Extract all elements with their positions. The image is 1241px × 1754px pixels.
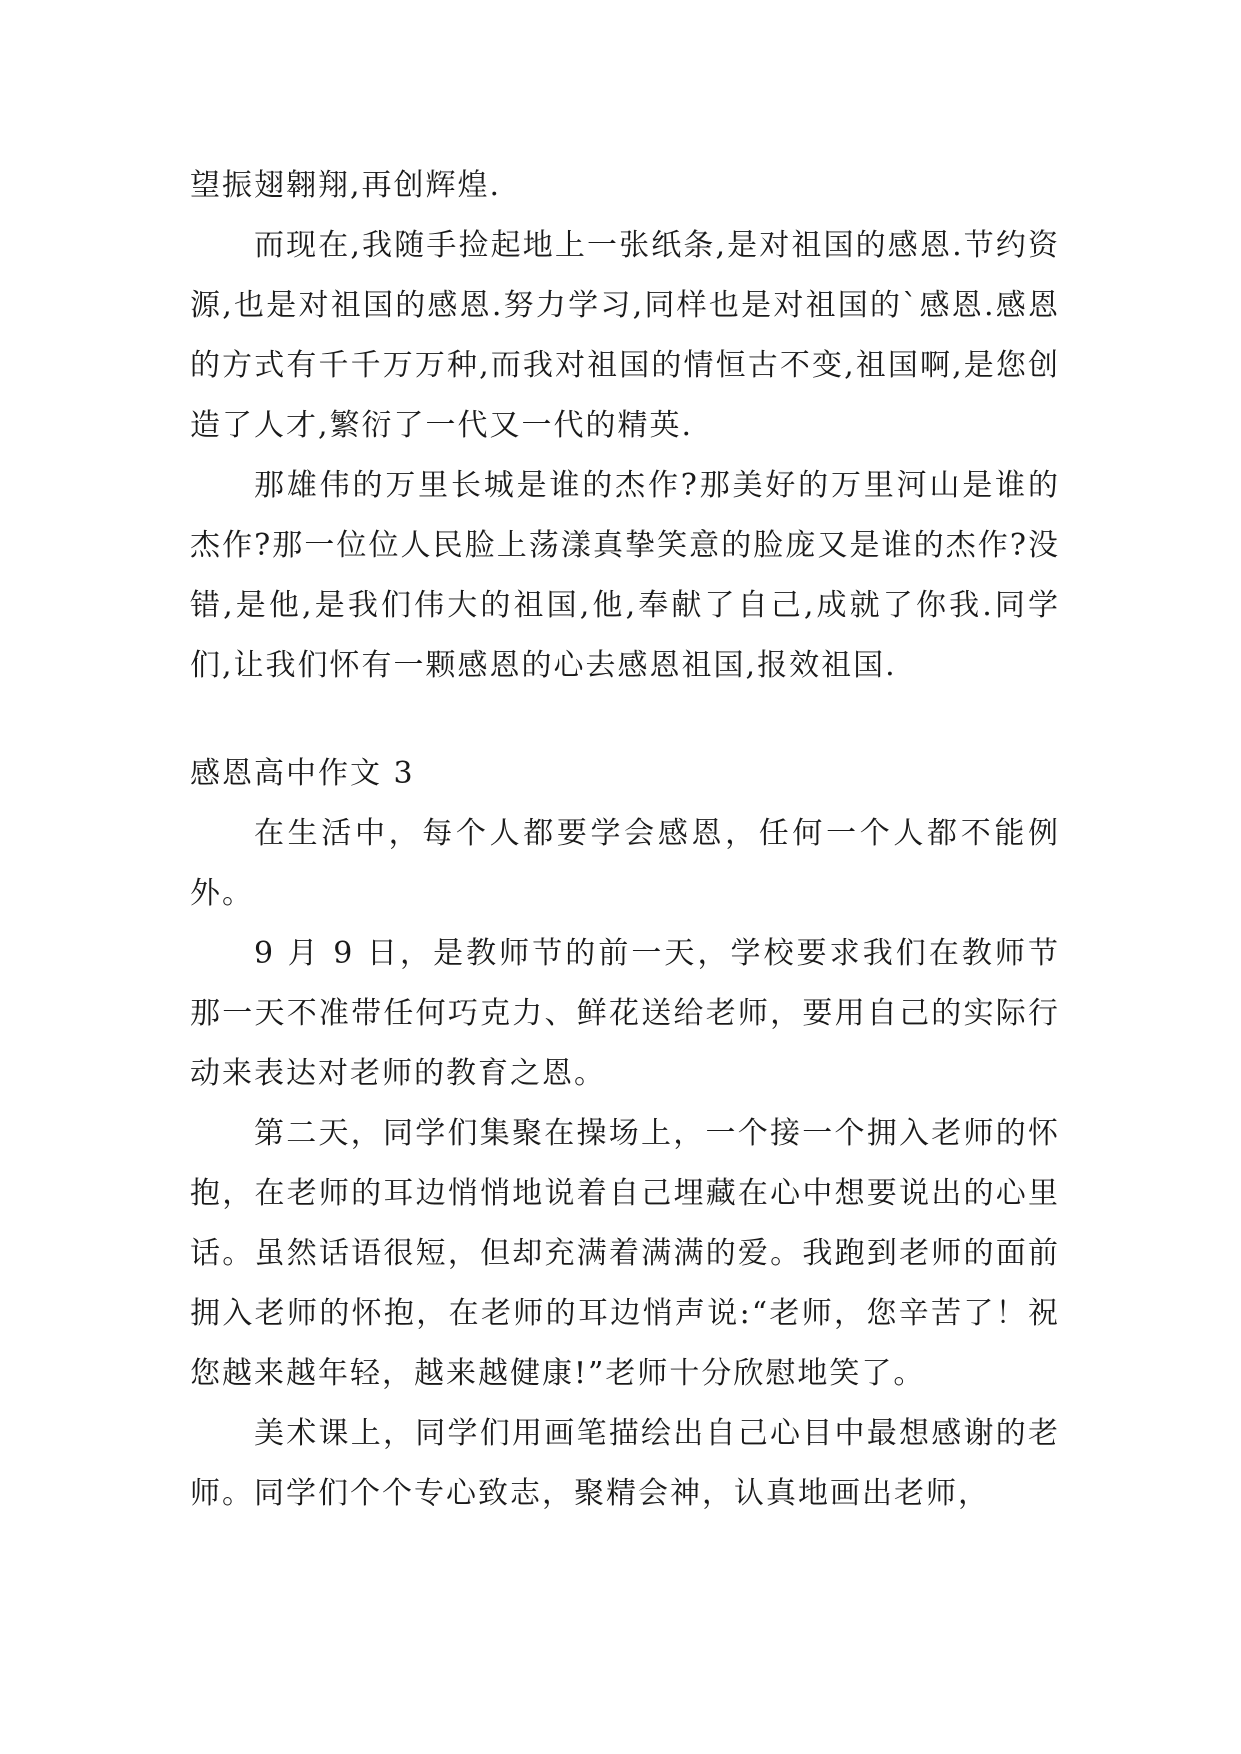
paragraph: 在生活中，每个人都要学会感恩，任何一个人都不能例外。 [190, 816, 1060, 911]
paragraph: 而现在,我随手捡起地上一张纸条,是对祖国的感恩.节约资源,也是对祖国的感恩.努力学习,同样也是对祖国的`感恩.感恩的方式有千千万万种,而我对祖国的情恒古不变,祖国啊,是您创造了人才,繁衍了一代又一代的精英. [190, 228, 1060, 443]
continuation-line: 望振翅翱翔,再创辉煌. [190, 168, 502, 203]
section-gap [190, 696, 1060, 744]
paragraph: 那雄伟的万里长城是谁的杰作?那美好的万里河山是谁的杰作?那一位位人民脸上荡漾真挚笑意的脸庞又是谁的杰作?没错,是他,是我们伟大的祖国,他,奉献了自己,成就了你我.同学们,让我们怀有一颗感恩的心去感恩祖国,报效祖国. [190, 468, 1060, 683]
paragraph: 9 月 9 日，是教师节的前一天，学校要求我们在教师节那一天不准带任何巧克力、鲜花送给老师，要用自己的实际行动来表达对老师的教育之恩。 [190, 936, 1060, 1091]
paragraph: 第二天，同学们集聚在操场上，一个接一个拥入老师的怀抱，在老师的耳边悄悄地说着自己埋藏在心中想要说出的心里话。虽然话语很短，但却充满着满满的爱。我跑到老师的面前拥入老师的怀抱，在老师的耳边悄声说:“老师，您辛苦了！祝您越来越年轻，越来越健康!”老师十分欣慰地笑了。 [190, 1116, 1060, 1391]
paragraph: 美术课上，同学们用画笔描绘出自己心目中最想感谢的老师。同学们个个专心致志，聚精会神，认真地画出老师， [190, 1416, 1060, 1511]
section-title: 感恩高中作文 3 [190, 756, 415, 791]
document-body [190, 156, 1060, 1524]
